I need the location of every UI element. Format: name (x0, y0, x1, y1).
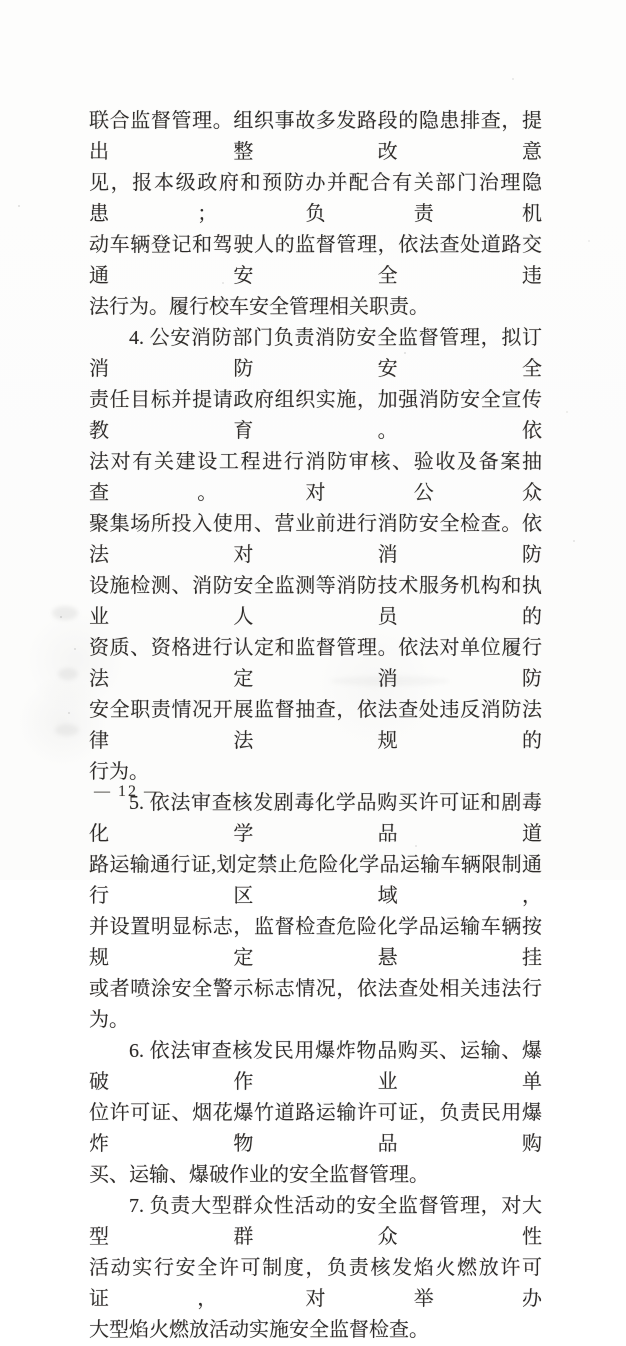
document-line: 位许可证、烟花爆竹道路运输许可证，负责民用爆炸物品购 (89, 1102, 542, 1155)
page-number: — 12 — (94, 783, 162, 800)
document-line: 5. 依法审查核发剧毒化学品购买许可证和剧毒化学品道 (89, 792, 542, 845)
document-line: 安全职责情况开展监督抽查，依法查处违反消防法律法规的 (89, 699, 542, 752)
document-line: 责任目标并提请政府组织实施，加强消防安全宣传教育。依 (89, 389, 542, 442)
paragraph-item-4 (89, 323, 542, 788)
document-line: 设施检测、消防安全监测等消防技术服务机构和执业人员的 (89, 575, 542, 628)
paragraph-continuation (89, 106, 542, 323)
document-line: 法行为。履行校车安全管理相关职责。 (89, 296, 429, 318)
document-line: 行为。 (89, 761, 149, 783)
paragraph-item-6 (89, 1036, 542, 1191)
document-line: 买、运输、爆破作业的安全监督管理。 (89, 1164, 429, 1186)
document-line: 4. 公安消防部门负责消防安全监督管理，拟订消防安全 (89, 327, 542, 380)
document-line: 聚集场所投入使用、营业前进行消防安全检查。依法对消防 (89, 513, 542, 566)
document-line: 活动实行安全许可制度，负责核发焰火燃放许可证，对举办 (89, 1257, 542, 1310)
scan-smudge (52, 606, 78, 620)
scan-noise-speckles (0, 0, 2, 2)
scan-smudge (58, 668, 78, 680)
document-line: 大型焰火燃放活动实施安全监督检查。 (89, 1319, 429, 1341)
document-line: 路运输通行证,划定禁止危险化学品运输车辆限制通行区域， (89, 854, 542, 907)
paragraph-item-7 (89, 1191, 542, 1346)
document-line: 联合监督管理。组织事故多发路段的隐患排查，提出整改意 (89, 110, 542, 163)
document-line: 动车辆登记和驾驶人的监督管理，依法查处道路交通安全违 (89, 234, 542, 287)
document-line: 见，报本级政府和预防办并配合有关部门治理隐患；负责机 (89, 172, 542, 225)
document-line: 法对有关建设工程进行消防审核、验收及备案抽查。对公众 (89, 451, 542, 504)
document-line: 7. 负责大型群众性活动的安全监督管理，对大型群众性 (89, 1195, 542, 1248)
document-line: 并设置明显标志，监督检查危险化学品运输车辆按规定悬挂 (89, 916, 542, 969)
document-line: 资质、资格进行认定和监督管理。依法对单位履行法定消防 (89, 637, 542, 690)
scan-smudge (330, 676, 450, 686)
document-line: 或者喷涂安全警示标志情况，依法查处相关违法行为。 (89, 978, 542, 1031)
document-body (89, 106, 542, 1346)
paragraph-item-5 (89, 788, 542, 1036)
scan-smudge (55, 724, 79, 736)
document-line: 6. 依法审查核发民用爆炸物品购买、运输、爆破作业单 (89, 1040, 542, 1093)
